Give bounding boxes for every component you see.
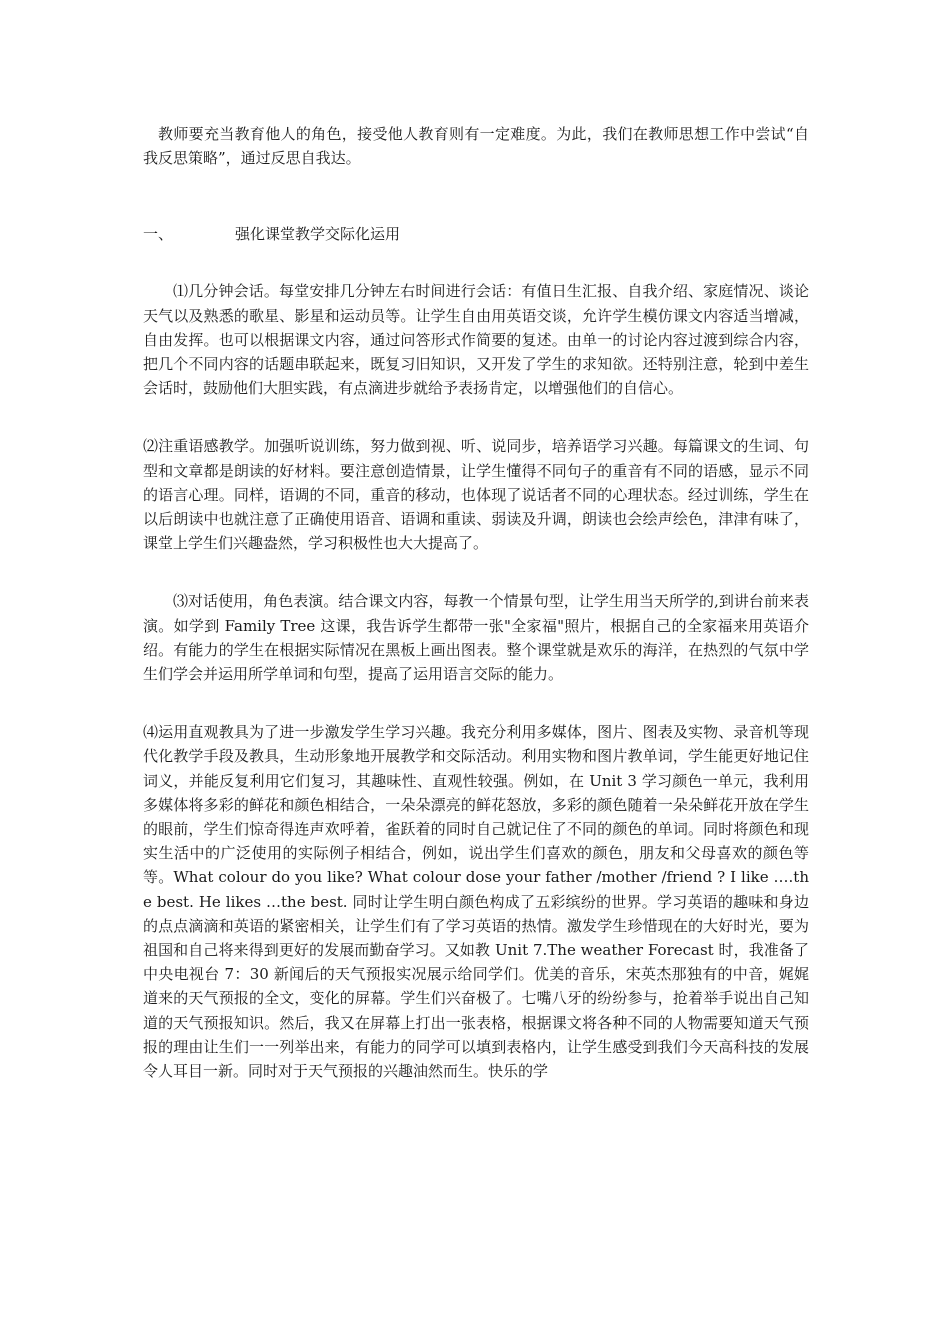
section-number: 一、 <box>143 225 174 244</box>
spacer <box>143 555 809 589</box>
section-heading <box>143 222 809 246</box>
document-page <box>143 122 809 1083</box>
paragraph-2: ⑵注重语感教学。加强听说训练，努力做到视、听、说同步，培养语学习兴趣。每篇课文的生词、句型和文章都是朗读的好材料。要注意创造情景，让学生懂得不同句子的重音有不同的语感，显示不同的语言心理。同样，语调的不同，重音的移动，也体现了说话者不同的心理状态。经过训练，学生在以后朗读中也就注意了正确使用语音、语调和重读、弱读及升调，朗读也会绘声绘色，津津有味了，课堂上学生们兴趣盎然，学习积极性也大大提高了。 <box>143 437 809 553</box>
spacer <box>143 400 809 434</box>
intro-paragraph: 教师要充当教育他人的角色，接受他人教育则有一定难度。为此，我们在教师思想工作中尝试“自我反思策略”，通过反思自我达。 <box>143 125 809 168</box>
spacer <box>143 246 809 279</box>
paragraph-3: ⑶对话使用，角色表演。结合课文内容，每教一个情景句型，让学生用当天所学的,到讲台前来表演。如学到 Family Tree 这课，我告诉学生都带一张"全家福"照片，根据自己的全家福来用英语介绍。有能力的学生在根据实际情况在黑板上画出图表。整个课堂就是欢乐的海洋，在热烈的气氛中学生们学会并运用所学单词和句型，提高了运用语言交际的能力。 <box>143 592 809 684</box>
spacer <box>143 686 809 720</box>
paragraph-1: ⑴几分钟会话。每堂安排几分钟左右时间进行会话：有值日生汇报、自我介绍、家庭情况、谈论天气以及熟悉的歌星、影星和运动员等。让学生自由用英语交谈，允许学生模仿课文内容适当增减，自由发挥。也可以根据课文内容，通过问答形式作简要的复述。由单一的讨论内容过渡到综合内容，把几个不同内容的话题串联起来，既复习旧知识，又开发了学生的求知欲。还特别注意，轮到中差生会话时，鼓励他们大胆实践，有点滴进步就给予表扬肯定，以增强他们的自信心。 <box>143 282 809 398</box>
paragraph-4: ⑷运用直观教具为了进一步激发学生学习兴趣。我充分利用多媒体，图片、图表及实物、录音机等现代化教学手段及教具，生动形象地开展教学和交际活动。利用实物和图片教单词，学生能更好地记住词义，并能反复利用它们复习，其趣味性、直观性较强。例如，在 Unit 3 学习颜色一单元，我利用多媒体将多彩的鲜花和颜色相结合，一朵朵漂亮的鲜花怒放，多彩的颜色随着一朵朵鲜花开放在学生的眼前，学生们惊奇得连声欢呼着，雀跃着的同时自己就记住了不同的颜色的单词。同时将颜色和现实生活中的广泛使用的实际例子相结合，例如，说出学生们喜欢的颜色，朋友和父母喜欢的颜色等等。What colour do you like? What colour dose your father /mother /friend ? I like ….the best. He likes …the best. 同时让学生明白颜色构成了五彩缤纷的世界。学习英语的趣味和身边的点点滴滴和英语的紧密相关，让学生们有了学习英语的热情。激发学生珍惜现在的大好时光，要为祖国和自己将来得到更好的发展而勤奋学习。又如教 Unit 7.The weather Forecast 时，我准备了中央电视台 7：30 新闻后的天气预报实况展示给同学们。优美的音乐，宋英杰那独有的中音，娓娓道来的天气预报的全文，变化的屏幕。学生们兴奋极了。七嘴八牙的纷纷参与，抢着举手说出自己知道的天气预报知识。然后，我又在屏幕上打出一张表格，根据课文将各种不同的人物需要知道天气预报的理由让生们一一列举出来，有能力的同学可以填到表格内，让学生感受到我们今天高科技的发展令人耳目一新。同时对于天气预报的兴趣油然而生。快乐的学 <box>143 723 809 1081</box>
spacer <box>143 170 809 222</box>
section-title: 强化课堂教学交际化运用 <box>235 225 401 244</box>
